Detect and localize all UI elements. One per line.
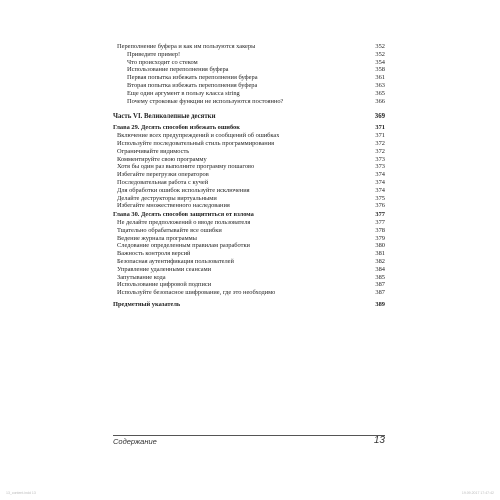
toc-entry-title: Почему строковые функции не используются постоянно? bbox=[127, 97, 284, 105]
toc-entry[interactable] bbox=[113, 66, 385, 74]
toc-entry-page: 385 bbox=[375, 273, 385, 281]
toc-entry[interactable] bbox=[113, 219, 385, 227]
toc-entry[interactable] bbox=[113, 59, 385, 67]
toc-entry-title: Управление удаленными сеансами bbox=[117, 265, 212, 273]
toc-entry-title: Использование переполнения буфера bbox=[127, 66, 229, 74]
toc-entry-page: 371 bbox=[375, 132, 385, 140]
toc-entry[interactable] bbox=[113, 163, 385, 171]
print-slug-date: 19.09.2017 17:47:42 bbox=[461, 491, 494, 495]
toc-entry-page: 365 bbox=[375, 89, 385, 97]
toc-entry[interactable] bbox=[113, 98, 385, 106]
toc-entry-title: Делайте деструкторы виртуальными bbox=[117, 194, 217, 202]
toc-entry-title: Тщательно обрабатывайте все ошибки bbox=[117, 226, 222, 234]
index-title: Предметный указатель bbox=[113, 300, 181, 308]
toc-entry-page: 372 bbox=[375, 139, 385, 147]
toc-entry-page: 358 bbox=[375, 66, 385, 74]
toc-entry[interactable] bbox=[113, 132, 385, 140]
toc-entry[interactable] bbox=[113, 227, 385, 235]
toc-entry[interactable] bbox=[113, 195, 385, 203]
toc-entry-title: Не делайте предположений о вводе пользователя bbox=[117, 218, 251, 226]
table-of-contents bbox=[113, 43, 385, 309]
toc-entry-title: Безопасная аутентификация пользователей bbox=[117, 257, 234, 265]
toc-entry[interactable] bbox=[113, 242, 385, 250]
toc-entry[interactable] bbox=[113, 90, 385, 98]
toc-entry-title: Хотя бы один раз выполните программу пошагово bbox=[117, 163, 255, 171]
toc-entry[interactable] bbox=[113, 289, 385, 297]
toc-entry-title: Последовательная работа с кучей bbox=[117, 178, 209, 186]
toc-entry-page: 377 bbox=[375, 218, 385, 226]
toc-entry-page: 361 bbox=[375, 74, 385, 82]
toc-entry[interactable] bbox=[113, 82, 385, 90]
toc-entry-page: 381 bbox=[375, 250, 385, 258]
toc-entry-title: Использование цифровой подписи bbox=[117, 281, 212, 289]
toc-entry-title: Используйте последовательный стиль программирования bbox=[117, 139, 275, 147]
toc-entry-title: Включение всех предупреждений и сообщений об ошибках bbox=[117, 132, 280, 140]
toc-entry-title: Избегайте перегрузки операторов bbox=[117, 171, 209, 179]
toc-entry-page: 374 bbox=[375, 186, 385, 194]
toc-entry-page: 363 bbox=[375, 81, 385, 89]
toc-entry-page: 376 bbox=[375, 202, 385, 210]
toc-entry-title: Вторая попытка избежать переполнения буфера bbox=[127, 81, 258, 89]
toc-entry-title: Еще один аргумент в пользу класса string bbox=[127, 89, 240, 97]
toc-entry-page: 352 bbox=[375, 43, 385, 50]
toc-index-entry[interactable] bbox=[113, 301, 385, 309]
toc-entry-title: Избегайте множественного наследования bbox=[117, 202, 230, 210]
footer-page-number: 13 bbox=[373, 435, 385, 446]
footer-divider bbox=[113, 435, 385, 436]
toc-entry-page: 372 bbox=[375, 147, 385, 155]
toc-entry-title: Ведение журнала программы bbox=[117, 234, 197, 242]
toc-entry[interactable] bbox=[113, 156, 385, 164]
toc-entry-page: 373 bbox=[375, 163, 385, 171]
toc-chapter-heading[interactable] bbox=[113, 124, 385, 132]
toc-entry-page: 387 bbox=[375, 281, 385, 289]
toc-entry-title: Для обработки ошибок используйте исключения bbox=[117, 186, 250, 194]
toc-entry[interactable] bbox=[113, 74, 385, 82]
toc-entry-page: 378 bbox=[375, 226, 385, 234]
toc-entry[interactable] bbox=[113, 43, 385, 51]
toc-entry-title: Первая попытка избежать переполнения буфера bbox=[127, 74, 258, 82]
toc-entry-title: Комментируйте свою программу bbox=[117, 155, 207, 163]
toc-entry-page: 382 bbox=[375, 257, 385, 265]
toc-entry[interactable] bbox=[113, 250, 385, 258]
toc-entry[interactable] bbox=[113, 258, 385, 266]
toc-entry-page: 374 bbox=[375, 178, 385, 186]
toc-entry-title: Приведите пример! bbox=[127, 50, 181, 58]
footer-section-name: Содержание bbox=[113, 437, 157, 446]
part-page: 369 bbox=[374, 113, 385, 121]
chapter-title: Глава 29. Десять способов избежать ошибок bbox=[113, 124, 240, 132]
toc-entry[interactable] bbox=[113, 187, 385, 195]
toc-entry-page: 380 bbox=[375, 242, 385, 250]
toc-entry-title: Ограничивайте видимость bbox=[117, 147, 190, 155]
toc-entry[interactable] bbox=[113, 148, 385, 156]
print-slug-file: 13_content.indd 13 bbox=[6, 491, 36, 495]
toc-entry-page: 374 bbox=[375, 171, 385, 179]
toc-entry-title: Используйте безопасное шифрование, где это необходимо bbox=[117, 289, 276, 297]
chapter-page: 377 bbox=[375, 211, 385, 219]
toc-entry-page: 354 bbox=[375, 58, 385, 66]
toc-entry[interactable] bbox=[113, 274, 385, 282]
toc-entry-page: 375 bbox=[375, 194, 385, 202]
chapter-title: Глава 30. Десять способов защититься от взлома bbox=[113, 211, 254, 219]
toc-entry-title: Запутывание кода bbox=[117, 273, 166, 281]
toc-entry[interactable] bbox=[113, 140, 385, 148]
toc-entry-title: Что происходит со стеком bbox=[127, 58, 198, 66]
part-title: Часть VI. Великолепные десятки bbox=[113, 113, 216, 121]
toc-entry-title: Переполнение буфера и как им пользуются хакеры bbox=[117, 43, 256, 50]
index-page: 389 bbox=[375, 300, 385, 308]
toc-chapter-heading[interactable] bbox=[113, 211, 385, 219]
toc-entry-page: 384 bbox=[375, 265, 385, 273]
toc-entry[interactable] bbox=[113, 202, 385, 210]
toc-entry-page: 379 bbox=[375, 234, 385, 242]
toc-entry[interactable] bbox=[113, 51, 385, 59]
toc-entry-title: Важность контроля версий bbox=[117, 250, 191, 258]
toc-part-heading[interactable] bbox=[113, 113, 385, 122]
toc-entry[interactable] bbox=[113, 281, 385, 289]
toc-entry[interactable] bbox=[113, 235, 385, 243]
toc-entry[interactable] bbox=[113, 179, 385, 187]
toc-entry-page: 373 bbox=[375, 155, 385, 163]
toc-entry-page: 366 bbox=[375, 97, 385, 105]
toc-entry-page: 387 bbox=[375, 289, 385, 297]
toc-entry[interactable] bbox=[113, 266, 385, 274]
toc-entry-title: Следование определенным правилам разработки bbox=[117, 242, 250, 250]
chapter-page: 371 bbox=[375, 124, 385, 132]
toc-entry-page: 352 bbox=[375, 50, 385, 58]
toc-entry[interactable] bbox=[113, 171, 385, 179]
